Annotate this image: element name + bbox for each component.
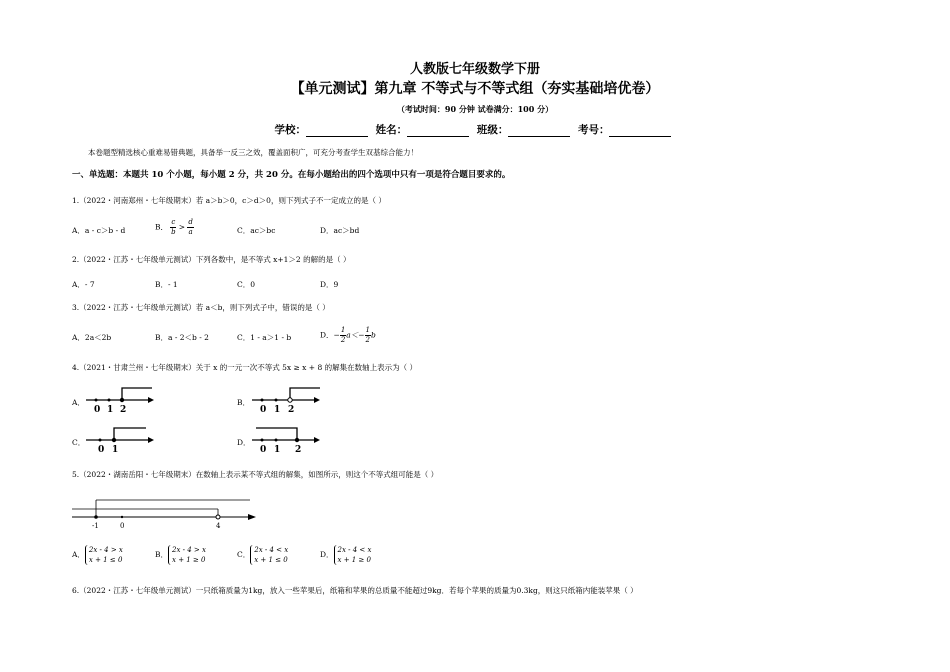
q5-option-c: C． 2x - 4 < x x + 1 ≤ 0 xyxy=(237,546,289,564)
tick-label: 1 xyxy=(274,405,281,415)
school-label: 学校： xyxy=(274,124,307,136)
q3-option-d-end: b xyxy=(371,330,376,340)
name-label: 姓名： xyxy=(375,124,408,136)
q2-option-d: D．9 xyxy=(320,280,339,289)
q2-option-a: A．- 7 xyxy=(72,280,95,289)
exam-number-blank xyxy=(609,125,671,137)
name-blank xyxy=(407,125,469,137)
tick-label: 2 xyxy=(295,445,302,455)
q1-option-c: C．ac＞bc xyxy=(237,226,276,235)
q4-b-number-line xyxy=(252,386,327,416)
q2-option-b: B．- 1 xyxy=(155,280,178,289)
gt-sign: > xyxy=(178,222,188,232)
document-subtitle: 人教版七年级数学下册 xyxy=(409,62,540,77)
question-2: 2.（2022・江苏・七年级单元测试）下列各数中，是不等式 x+1＞2 的解的是（ ） xyxy=(72,255,351,264)
fraction-c-over-b: $\frac{c}{b}$ xyxy=(171,218,176,236)
tick-label: 2 xyxy=(288,405,295,415)
tick-label: 4 xyxy=(216,522,221,530)
system-brace: 2x - 4 < x x + 1 ≤ 0 xyxy=(250,545,288,565)
q1-option-a: A．a - c＞b - d xyxy=(72,226,126,235)
system-brace: 2x - 4 < x x + 1 ≥ 0 xyxy=(334,545,372,565)
tick-label: 0 xyxy=(260,445,267,455)
q4-option-a: A． xyxy=(72,398,85,407)
exam-number-label: 考号： xyxy=(577,124,610,136)
minus-sign: − xyxy=(333,330,340,340)
q4-option-c: C． xyxy=(72,438,86,447)
q3-option-d-label: D． xyxy=(320,330,334,340)
system-brace: 2x - 4 > x x + 1 ≤ 0 xyxy=(85,545,123,565)
q5-option-d: D． 2x - 4 < x x + 1 ≥ 0 xyxy=(320,546,372,564)
q3-option-d xyxy=(320,326,376,345)
q4-c-number-line xyxy=(86,426,161,456)
q5-number-line xyxy=(72,492,262,532)
question-6: 6.（2022・江苏・七年级单元测试）一只纸箱质量为1kg，放入一些苹果后，纸箱和苹果的总质量不能超过9kg．若每个苹果的质量为0.3kg，则这只纸箱内能装苹果（ ） xyxy=(72,586,638,595)
q2-option-c: C．0 xyxy=(237,280,256,289)
system-brace: 2x - 4 > x x + 1 ≥ 0 xyxy=(168,545,206,565)
fraction-one-half-1: $\frac{1}{2}$ xyxy=(340,326,346,344)
q1-option-d: D．ac＞bd xyxy=(320,226,360,235)
q1-option-b-label: B． xyxy=(155,222,169,232)
q5-option-b: B． 2x - 4 > x x + 1 ≥ 0 xyxy=(155,546,206,564)
q5-option-a: A． 2x - 4 > x x + 1 ≤ 0 xyxy=(72,546,123,564)
question-1: 1.（2022・河南郑州・七年级期末）若 a＞b＞0，c＞d＞0，则下列式子不一定成立的是（ ） xyxy=(72,196,386,205)
class-label: 班级： xyxy=(476,124,509,136)
tick-label: -1 xyxy=(92,522,99,530)
q4-option-b: B． xyxy=(237,398,251,407)
intro-text: 本卷题型精选核心重难易错典题，具备举一反三之效，覆盖面积广，可充分考查学生双基综合能力！ xyxy=(88,148,418,157)
q3-option-a: A．2a＜2b xyxy=(72,333,112,342)
tick-label: 0 xyxy=(120,522,125,530)
q4-a-number-line xyxy=(86,386,161,416)
tick-label: 0 xyxy=(98,445,105,455)
school-blank xyxy=(306,125,368,137)
class-blank xyxy=(508,125,570,137)
q3-option-d-middle: a＜− xyxy=(346,330,365,340)
tick-label: 1 xyxy=(112,445,119,455)
tick-label: 0 xyxy=(260,405,267,415)
document-title: 【单元测试】第九章 不等式与不等式组（夯实基础培优卷） xyxy=(290,81,660,97)
tick-label: 1 xyxy=(107,405,114,415)
exam-info: （考试时间：90 分钟 试卷满分：100 分） xyxy=(396,104,554,114)
tick-label: 0 xyxy=(94,405,101,415)
question-5: 5.（2022・湖南岳阳・七年级期末）在数轴上表示某不等式组的解集，如图所示，则这个不等式组可能是（ ） xyxy=(72,470,439,479)
tick-label: 1 xyxy=(274,445,281,455)
student-info-line xyxy=(0,122,950,137)
q1-option-b xyxy=(155,218,194,237)
q4-option-d: D． xyxy=(237,438,251,447)
tick-label: 2 xyxy=(120,405,127,415)
q3-option-c: C．1 - a＞1 - b xyxy=(237,333,292,342)
q4-d-number-line xyxy=(252,426,327,456)
question-3: 3.（2022・江苏・七年级单元测试）若 a＜b，则下列式子中，错误的是（ ） xyxy=(72,303,330,312)
question-4: 4.（2021・甘肃兰州・七年级期末）关于 x 的一元一次不等式 5x ≥ x + 8 的解集在数轴上表示为（ ） xyxy=(72,363,417,372)
fraction-one-half-2: $\frac{1}{2}$ xyxy=(365,326,371,344)
q3-option-b: B．a - 2＜b - 2 xyxy=(155,333,209,342)
section-heading: 一、单选题：本题共 10 个小题，每小题 2 分，共 20 分。在每小题给出的四个选项中只有一项是符合题目要求的。 xyxy=(72,170,511,180)
fraction-d-over-a: $\frac{d}{a}$ xyxy=(188,218,193,236)
